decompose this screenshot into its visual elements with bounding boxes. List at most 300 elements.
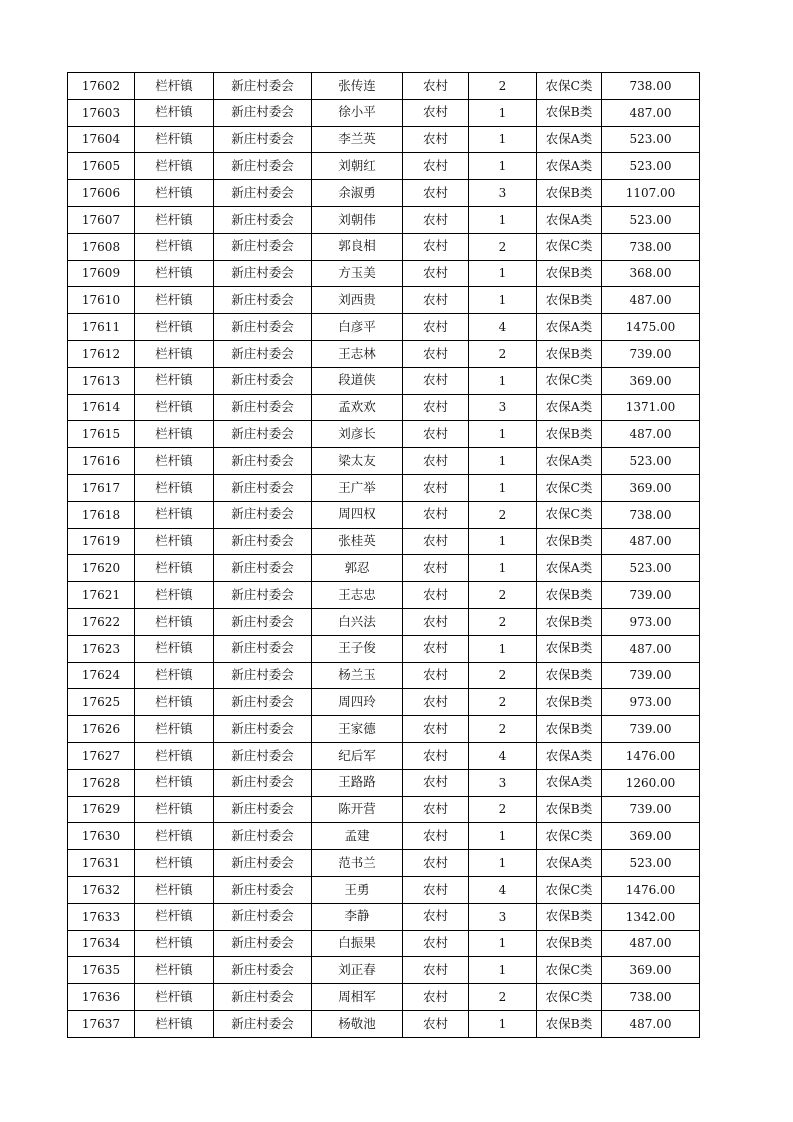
household-type-cell: 农村 (403, 796, 469, 823)
town-cell: 栏杆镇 (135, 528, 214, 555)
town-cell: 栏杆镇 (135, 742, 214, 769)
village-committee-cell: 新庄村委会 (214, 126, 312, 153)
member-count-cell: 1 (469, 260, 537, 287)
record-id-cell: 17627 (68, 742, 135, 769)
village-committee-cell: 新庄村委会 (214, 206, 312, 233)
household-type-cell: 农村 (403, 474, 469, 501)
name-cell: 刘正春 (312, 957, 403, 984)
amount-cell: 487.00 (602, 99, 700, 126)
village-committee-cell: 新庄村委会 (214, 528, 312, 555)
table-row (68, 474, 700, 501)
village-committee-cell: 新庄村委会 (214, 448, 312, 475)
town-cell: 栏杆镇 (135, 99, 214, 126)
record-id-cell: 17623 (68, 635, 135, 662)
village-committee-cell: 新庄村委会 (214, 662, 312, 689)
village-committee-cell: 新庄村委会 (214, 796, 312, 823)
village-committee-cell: 新庄村委会 (214, 153, 312, 180)
amount-cell: 487.00 (602, 930, 700, 957)
record-id-cell: 17620 (68, 555, 135, 582)
amount-cell: 487.00 (602, 1010, 700, 1037)
record-id-cell: 17619 (68, 528, 135, 555)
name-cell: 白振果 (312, 930, 403, 957)
table-row (68, 73, 700, 100)
household-type-cell: 农村 (403, 233, 469, 260)
record-id-cell: 17617 (68, 474, 135, 501)
insurance-category-cell: 农保A类 (537, 448, 602, 475)
village-committee-cell: 新庄村委会 (214, 608, 312, 635)
table-row (68, 180, 700, 207)
household-type-cell: 农村 (403, 876, 469, 903)
household-type-cell: 农村 (403, 635, 469, 662)
household-type-cell: 农村 (403, 850, 469, 877)
record-id-cell: 17606 (68, 180, 135, 207)
insurance-category-cell: 农保B类 (537, 99, 602, 126)
town-cell: 栏杆镇 (135, 850, 214, 877)
household-type-cell: 农村 (403, 421, 469, 448)
name-cell: 王勇 (312, 876, 403, 903)
amount-cell: 523.00 (602, 153, 700, 180)
record-id-cell: 17614 (68, 394, 135, 421)
member-count-cell: 3 (469, 394, 537, 421)
amount-cell: 738.00 (602, 233, 700, 260)
member-count-cell: 1 (469, 474, 537, 501)
member-count-cell: 1 (469, 930, 537, 957)
insurance-category-cell: 农保A类 (537, 394, 602, 421)
village-committee-cell: 新庄村委会 (214, 1010, 312, 1037)
table-row (68, 1010, 700, 1037)
name-cell: 郭忍 (312, 555, 403, 582)
insurance-category-cell: 农保B类 (537, 582, 602, 609)
amount-cell: 738.00 (602, 501, 700, 528)
household-type-cell: 农村 (403, 582, 469, 609)
name-cell: 方玉美 (312, 260, 403, 287)
household-type-cell: 农村 (403, 957, 469, 984)
table-row (68, 555, 700, 582)
name-cell: 白兴法 (312, 608, 403, 635)
village-committee-cell: 新庄村委会 (214, 501, 312, 528)
name-cell: 段道侠 (312, 367, 403, 394)
name-cell: 徐小平 (312, 99, 403, 126)
household-type-cell: 农村 (403, 260, 469, 287)
member-count-cell: 3 (469, 180, 537, 207)
town-cell: 栏杆镇 (135, 340, 214, 367)
household-type-cell: 农村 (403, 153, 469, 180)
record-id-cell: 17626 (68, 716, 135, 743)
village-committee-cell: 新庄村委会 (214, 555, 312, 582)
table-row (68, 984, 700, 1011)
record-id-cell: 17611 (68, 314, 135, 341)
town-cell: 栏杆镇 (135, 716, 214, 743)
name-cell: 梁太友 (312, 448, 403, 475)
name-cell: 刘西贵 (312, 287, 403, 314)
record-id-cell: 17618 (68, 501, 135, 528)
insurance-category-cell: 农保C类 (537, 367, 602, 394)
record-id-cell: 17634 (68, 930, 135, 957)
village-committee-cell: 新庄村委会 (214, 474, 312, 501)
amount-cell: 738.00 (602, 73, 700, 100)
town-cell: 栏杆镇 (135, 635, 214, 662)
town-cell: 栏杆镇 (135, 206, 214, 233)
village-committee-cell: 新庄村委会 (214, 903, 312, 930)
name-cell: 孟欢欢 (312, 394, 403, 421)
table-row (68, 287, 700, 314)
record-id-cell: 17635 (68, 957, 135, 984)
household-type-cell: 农村 (403, 823, 469, 850)
village-committee-cell: 新庄村委会 (214, 823, 312, 850)
amount-cell: 739.00 (602, 340, 700, 367)
town-cell: 栏杆镇 (135, 73, 214, 100)
name-cell: 杨敬池 (312, 1010, 403, 1037)
village-committee-cell: 新庄村委会 (214, 850, 312, 877)
record-id-cell: 17610 (68, 287, 135, 314)
name-cell: 李静 (312, 903, 403, 930)
amount-cell: 369.00 (602, 823, 700, 850)
household-type-cell: 农村 (403, 716, 469, 743)
record-id-cell: 17630 (68, 823, 135, 850)
town-cell: 栏杆镇 (135, 287, 214, 314)
table-row (68, 206, 700, 233)
name-cell: 余淑勇 (312, 180, 403, 207)
member-count-cell: 1 (469, 206, 537, 233)
name-cell: 刘朝伟 (312, 206, 403, 233)
amount-cell: 369.00 (602, 957, 700, 984)
insurance-category-cell: 农保C类 (537, 73, 602, 100)
household-type-cell: 农村 (403, 73, 469, 100)
village-committee-cell: 新庄村委会 (214, 742, 312, 769)
village-committee-cell: 新庄村委会 (214, 421, 312, 448)
table-row (68, 957, 700, 984)
record-id-cell: 17605 (68, 153, 135, 180)
member-count-cell: 1 (469, 635, 537, 662)
village-committee-cell: 新庄村委会 (214, 984, 312, 1011)
table-row (68, 608, 700, 635)
amount-cell: 739.00 (602, 796, 700, 823)
household-type-cell: 农村 (403, 448, 469, 475)
household-type-cell: 农村 (403, 367, 469, 394)
insurance-category-cell: 农保B类 (537, 903, 602, 930)
member-count-cell: 2 (469, 582, 537, 609)
household-type-cell: 农村 (403, 287, 469, 314)
amount-cell: 487.00 (602, 528, 700, 555)
member-count-cell: 2 (469, 984, 537, 1011)
insurance-category-cell: 农保B类 (537, 260, 602, 287)
insurance-category-cell: 农保B类 (537, 716, 602, 743)
record-id-cell: 17624 (68, 662, 135, 689)
record-id-cell: 17629 (68, 796, 135, 823)
village-committee-cell: 新庄村委会 (214, 582, 312, 609)
insurance-category-cell: 农保C类 (537, 501, 602, 528)
household-type-cell: 农村 (403, 984, 469, 1011)
member-count-cell: 2 (469, 716, 537, 743)
amount-cell: 523.00 (602, 555, 700, 582)
town-cell: 栏杆镇 (135, 394, 214, 421)
amount-cell: 1107.00 (602, 180, 700, 207)
village-committee-cell: 新庄村委会 (214, 233, 312, 260)
village-committee-cell: 新庄村委会 (214, 180, 312, 207)
record-id-cell: 17608 (68, 233, 135, 260)
name-cell: 张传连 (312, 73, 403, 100)
village-committee-cell: 新庄村委会 (214, 287, 312, 314)
town-cell: 栏杆镇 (135, 448, 214, 475)
amount-cell: 487.00 (602, 635, 700, 662)
name-cell: 王广举 (312, 474, 403, 501)
member-count-cell: 4 (469, 742, 537, 769)
insurance-category-cell: 农保B类 (537, 608, 602, 635)
benefit-table (67, 72, 700, 1038)
household-type-cell: 农村 (403, 340, 469, 367)
record-id-cell: 17637 (68, 1010, 135, 1037)
member-count-cell: 2 (469, 340, 537, 367)
member-count-cell: 2 (469, 233, 537, 260)
name-cell: 杨兰玉 (312, 662, 403, 689)
member-count-cell: 1 (469, 367, 537, 394)
town-cell: 栏杆镇 (135, 474, 214, 501)
village-committee-cell: 新庄村委会 (214, 99, 312, 126)
record-id-cell: 17625 (68, 689, 135, 716)
village-committee-cell: 新庄村委会 (214, 73, 312, 100)
record-id-cell: 17636 (68, 984, 135, 1011)
name-cell: 白彦平 (312, 314, 403, 341)
name-cell: 张桂英 (312, 528, 403, 555)
amount-cell: 973.00 (602, 608, 700, 635)
household-type-cell: 农村 (403, 180, 469, 207)
insurance-category-cell: 农保C类 (537, 233, 602, 260)
town-cell: 栏杆镇 (135, 823, 214, 850)
record-id-cell: 17616 (68, 448, 135, 475)
table-row (68, 823, 700, 850)
household-type-cell: 农村 (403, 769, 469, 796)
amount-cell: 1371.00 (602, 394, 700, 421)
town-cell: 栏杆镇 (135, 689, 214, 716)
insurance-category-cell: 农保B类 (537, 796, 602, 823)
name-cell: 王子俊 (312, 635, 403, 662)
member-count-cell: 4 (469, 876, 537, 903)
town-cell: 栏杆镇 (135, 260, 214, 287)
town-cell: 栏杆镇 (135, 367, 214, 394)
amount-cell: 1475.00 (602, 314, 700, 341)
record-id-cell: 17603 (68, 99, 135, 126)
village-committee-cell: 新庄村委会 (214, 635, 312, 662)
name-cell: 纪后军 (312, 742, 403, 769)
household-type-cell: 农村 (403, 1010, 469, 1037)
record-id-cell: 17633 (68, 903, 135, 930)
amount-cell: 738.00 (602, 984, 700, 1011)
household-type-cell: 农村 (403, 689, 469, 716)
name-cell: 李兰英 (312, 126, 403, 153)
member-count-cell: 3 (469, 903, 537, 930)
name-cell: 孟建 (312, 823, 403, 850)
town-cell: 栏杆镇 (135, 555, 214, 582)
insurance-category-cell: 农保B类 (537, 287, 602, 314)
village-committee-cell: 新庄村委会 (214, 716, 312, 743)
record-id-cell: 17615 (68, 421, 135, 448)
household-type-cell: 农村 (403, 501, 469, 528)
town-cell: 栏杆镇 (135, 1010, 214, 1037)
name-cell: 周四玲 (312, 689, 403, 716)
insurance-category-cell: 农保B类 (537, 1010, 602, 1037)
insurance-category-cell: 农保A类 (537, 314, 602, 341)
name-cell: 郭良相 (312, 233, 403, 260)
town-cell: 栏杆镇 (135, 501, 214, 528)
member-count-cell: 1 (469, 823, 537, 850)
insurance-category-cell: 农保B类 (537, 528, 602, 555)
member-count-cell: 1 (469, 957, 537, 984)
record-id-cell: 17622 (68, 608, 135, 635)
insurance-category-cell: 农保A类 (537, 850, 602, 877)
table-row (68, 582, 700, 609)
insurance-category-cell: 农保B类 (537, 635, 602, 662)
member-count-cell: 1 (469, 1010, 537, 1037)
table-row (68, 99, 700, 126)
name-cell: 范书兰 (312, 850, 403, 877)
insurance-category-cell: 农保B类 (537, 180, 602, 207)
household-type-cell: 农村 (403, 99, 469, 126)
insurance-category-cell: 农保B类 (537, 421, 602, 448)
amount-cell: 523.00 (602, 206, 700, 233)
table-row (68, 850, 700, 877)
town-cell: 栏杆镇 (135, 608, 214, 635)
town-cell: 栏杆镇 (135, 796, 214, 823)
amount-cell: 739.00 (602, 662, 700, 689)
record-id-cell: 17609 (68, 260, 135, 287)
record-id-cell: 17613 (68, 367, 135, 394)
town-cell: 栏杆镇 (135, 153, 214, 180)
insurance-category-cell: 农保A类 (537, 555, 602, 582)
member-count-cell: 1 (469, 421, 537, 448)
member-count-cell: 2 (469, 689, 537, 716)
record-id-cell: 17621 (68, 582, 135, 609)
amount-cell: 487.00 (602, 287, 700, 314)
village-committee-cell: 新庄村委会 (214, 957, 312, 984)
table-body (68, 73, 700, 1038)
name-cell: 王家德 (312, 716, 403, 743)
table-row (68, 394, 700, 421)
village-committee-cell: 新庄村委会 (214, 314, 312, 341)
table-row (68, 314, 700, 341)
table-row (68, 126, 700, 153)
town-cell: 栏杆镇 (135, 930, 214, 957)
household-type-cell: 农村 (403, 528, 469, 555)
record-id-cell: 17632 (68, 876, 135, 903)
household-type-cell: 农村 (403, 903, 469, 930)
table-row (68, 769, 700, 796)
record-id-cell: 17604 (68, 126, 135, 153)
amount-cell: 369.00 (602, 474, 700, 501)
insurance-category-cell: 农保B类 (537, 689, 602, 716)
member-count-cell: 2 (469, 501, 537, 528)
insurance-category-cell: 农保A类 (537, 769, 602, 796)
amount-cell: 523.00 (602, 448, 700, 475)
village-committee-cell: 新庄村委会 (214, 930, 312, 957)
insurance-category-cell: 农保B类 (537, 662, 602, 689)
record-id-cell: 17631 (68, 850, 135, 877)
name-cell: 周四权 (312, 501, 403, 528)
town-cell: 栏杆镇 (135, 582, 214, 609)
town-cell: 栏杆镇 (135, 903, 214, 930)
amount-cell: 523.00 (602, 126, 700, 153)
table-row (68, 716, 700, 743)
member-count-cell: 2 (469, 608, 537, 635)
village-committee-cell: 新庄村委会 (214, 340, 312, 367)
insurance-category-cell: 农保C类 (537, 876, 602, 903)
record-id-cell: 17602 (68, 73, 135, 100)
member-count-cell: 1 (469, 287, 537, 314)
amount-cell: 487.00 (602, 421, 700, 448)
table-row (68, 903, 700, 930)
town-cell: 栏杆镇 (135, 662, 214, 689)
amount-cell: 523.00 (602, 850, 700, 877)
insurance-category-cell: 农保A类 (537, 206, 602, 233)
name-cell: 王路路 (312, 769, 403, 796)
member-count-cell: 1 (469, 126, 537, 153)
town-cell: 栏杆镇 (135, 984, 214, 1011)
insurance-category-cell: 农保C类 (537, 984, 602, 1011)
town-cell: 栏杆镇 (135, 126, 214, 153)
table-row (68, 876, 700, 903)
insurance-category-cell: 农保C类 (537, 957, 602, 984)
table-row (68, 448, 700, 475)
household-type-cell: 农村 (403, 126, 469, 153)
amount-cell: 739.00 (602, 582, 700, 609)
insurance-category-cell: 农保A类 (537, 742, 602, 769)
table-row (68, 796, 700, 823)
amount-cell: 368.00 (602, 260, 700, 287)
record-id-cell: 17628 (68, 769, 135, 796)
town-cell: 栏杆镇 (135, 769, 214, 796)
table-row (68, 340, 700, 367)
town-cell: 栏杆镇 (135, 180, 214, 207)
amount-cell: 1260.00 (602, 769, 700, 796)
member-count-cell: 4 (469, 314, 537, 341)
village-committee-cell: 新庄村委会 (214, 769, 312, 796)
town-cell: 栏杆镇 (135, 314, 214, 341)
amount-cell: 973.00 (602, 689, 700, 716)
household-type-cell: 农村 (403, 394, 469, 421)
table-row (68, 662, 700, 689)
name-cell: 刘彦长 (312, 421, 403, 448)
member-count-cell: 2 (469, 796, 537, 823)
member-count-cell: 1 (469, 528, 537, 555)
household-type-cell: 农村 (403, 314, 469, 341)
table-row (68, 367, 700, 394)
amount-cell: 1476.00 (602, 742, 700, 769)
table-row (68, 501, 700, 528)
record-id-cell: 17607 (68, 206, 135, 233)
insurance-category-cell: 农保A类 (537, 126, 602, 153)
record-id-cell: 17612 (68, 340, 135, 367)
member-count-cell: 3 (469, 769, 537, 796)
household-type-cell: 农村 (403, 742, 469, 769)
name-cell: 王志林 (312, 340, 403, 367)
table-row (68, 421, 700, 448)
household-type-cell: 农村 (403, 608, 469, 635)
table-row (68, 233, 700, 260)
table-row (68, 689, 700, 716)
member-count-cell: 1 (469, 153, 537, 180)
member-count-cell: 2 (469, 73, 537, 100)
name-cell: 王志忠 (312, 582, 403, 609)
insurance-category-cell: 农保B类 (537, 340, 602, 367)
name-cell: 刘朝红 (312, 153, 403, 180)
member-count-cell: 1 (469, 555, 537, 582)
amount-cell: 739.00 (602, 716, 700, 743)
village-committee-cell: 新庄村委会 (214, 367, 312, 394)
amount-cell: 1342.00 (602, 903, 700, 930)
member-count-cell: 1 (469, 448, 537, 475)
name-cell: 陈开营 (312, 796, 403, 823)
member-count-cell: 2 (469, 662, 537, 689)
name-cell: 周相军 (312, 984, 403, 1011)
